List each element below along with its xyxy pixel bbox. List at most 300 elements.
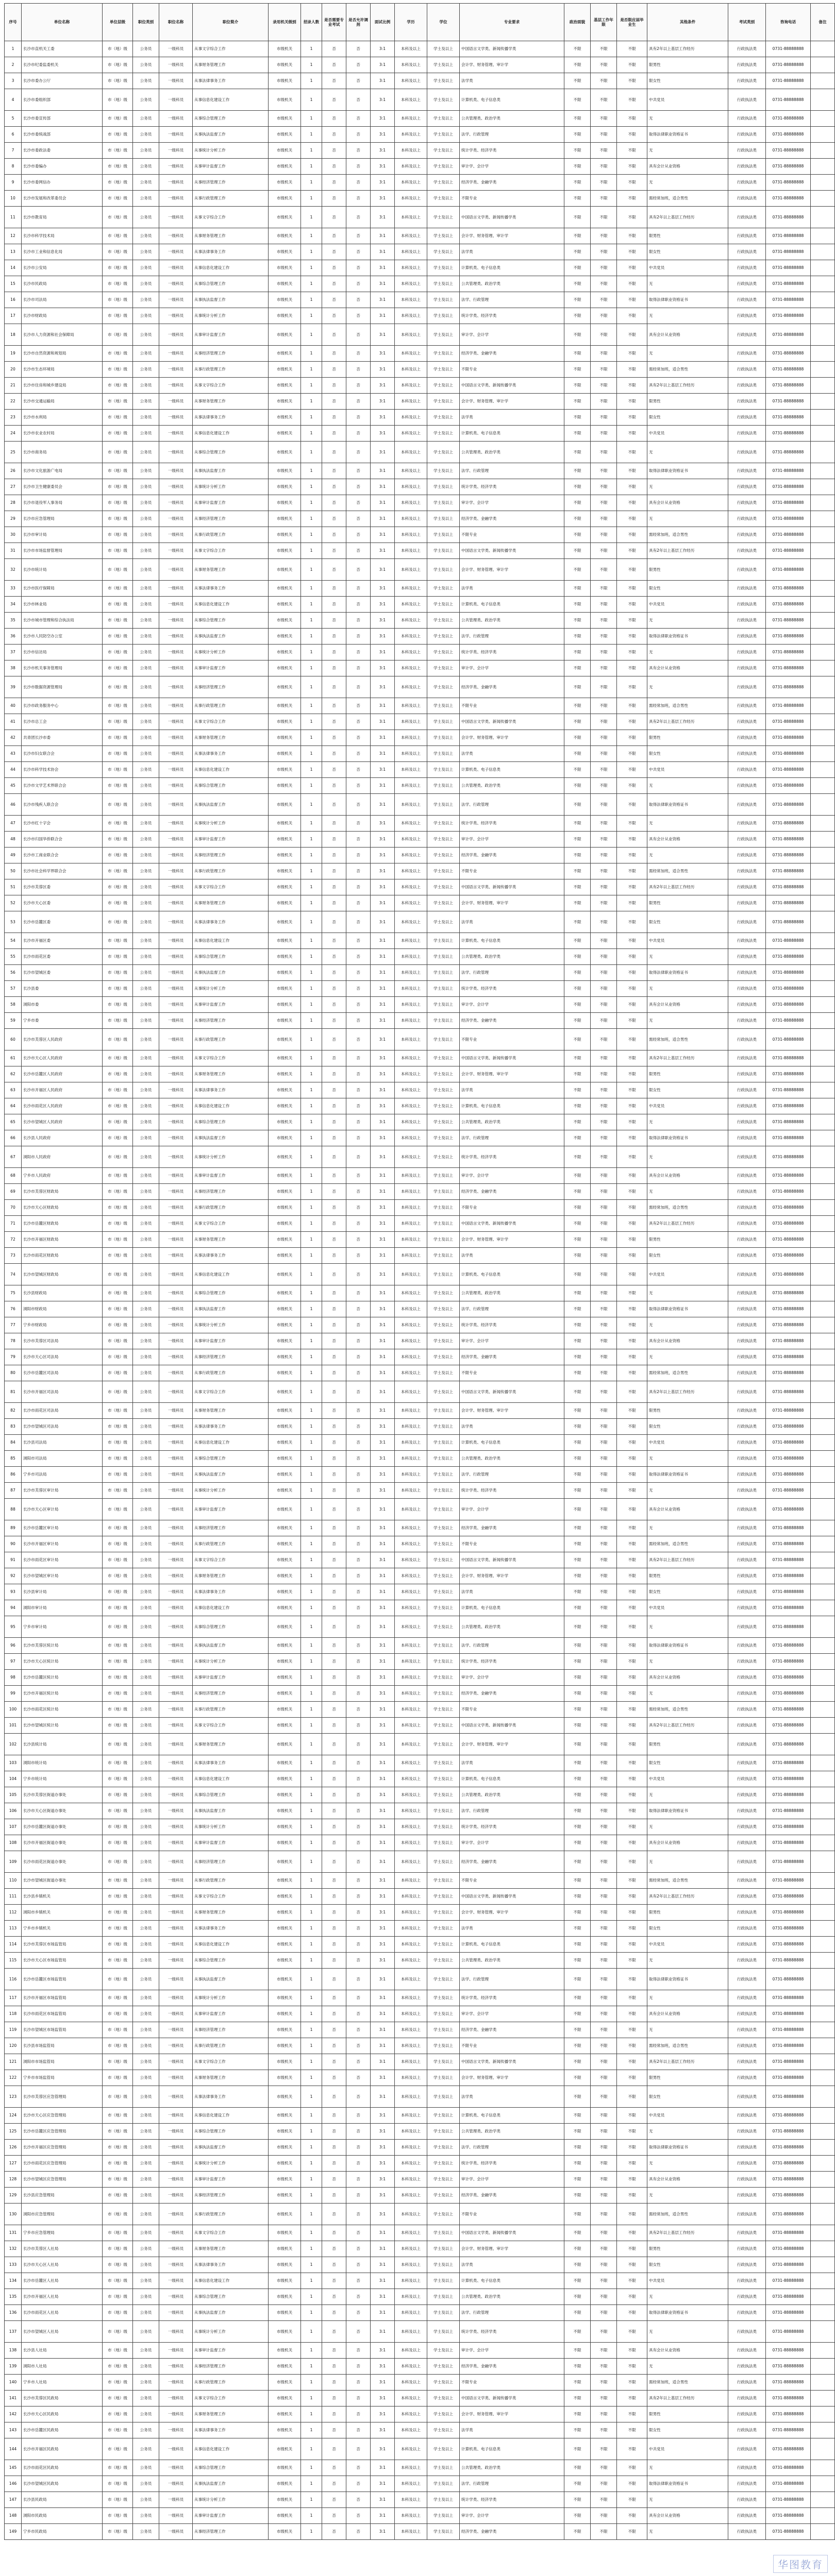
table-row [5,1098,835,1114]
table-cell: 不限 [564,1889,591,1905]
table-cell: 一级科员 [159,1889,193,1905]
table-cell: 23 [5,410,22,426]
table-cell: 否 [346,73,371,89]
table-cell: 0731-88888888 [766,1787,811,1803]
table-cell: 31 [5,543,22,559]
table-cell: 不限 [617,41,647,57]
table-cell: 否 [322,832,346,848]
table-cell: 3:1 [371,292,395,308]
table-cell: 公务员 [133,613,159,629]
table-cell: 否 [346,1686,371,1702]
table-cell: 无 [647,1317,728,1333]
table-cell: 105 [5,1787,22,1803]
table-cell: 从事经济管理工作 [193,2359,269,2375]
table-cell: 不限 [591,2241,617,2257]
table-cell: 0731-88888888 [766,1584,811,1600]
table-row [5,511,835,527]
header-cell: 政治面貌 [564,4,591,41]
table-cell: 学士及以上 [427,816,460,832]
table-cell: 中国语言文学类、新闻传播学类 [460,543,564,559]
table-cell: 行政执法类 [728,175,766,191]
table-cell: 经济学类、金融学类 [460,2359,564,2375]
table-cell: 审计学、会计学 [460,1670,564,1686]
table-cell: 学士及以上 [427,1066,460,1082]
table-cell: 不限 [617,1969,647,1990]
table-cell: 本科及以上 [395,1216,427,1232]
table-cell: 1 [301,41,322,57]
table-row [5,292,835,308]
table-cell: 市（地）级 [103,1499,133,1520]
table-cell: 1 [301,362,322,378]
table-cell: 不限专业 [460,863,564,879]
table-cell: 不限 [591,260,617,276]
table-cell [811,895,835,911]
table-cell: 本科及以上 [395,1333,427,1349]
table-cell: 从事行政管理工作 [193,191,269,207]
table-cell: 学士及以上 [427,527,460,543]
table-cell: 一级科员 [159,1168,193,1184]
table-cell: 否 [346,346,371,362]
table-cell: 否 [322,1349,346,1365]
table-cell: 从事文字综合工作 [193,1216,269,1232]
table-cell: 行政执法类 [728,832,766,848]
table-cell [811,879,835,895]
table-cell: 市（地）级 [103,1216,133,1232]
table-cell: 0731-88888888 [766,276,811,292]
table-cell: 本科及以上 [395,378,427,394]
table-cell [811,1921,835,1937]
table-cell: 不限 [617,911,647,933]
table-cell: 0731-88888888 [766,1568,811,1584]
table-cell: 行政执法类 [728,2038,766,2054]
table-row [5,2108,835,2124]
table-cell: 法学、行政管理 [460,2140,564,2156]
table-cell: 1 [301,2124,322,2140]
table-cell: 从事财务管理工作 [193,730,269,746]
table-cell: 市级机关 [269,1851,301,1873]
table-cell: 公务员 [133,933,159,949]
table-cell: 否 [346,1718,371,1734]
table-cell: 行政执法类 [728,1483,766,1499]
table-cell: 公务员 [133,848,159,863]
table-cell: 公共管理类、政治学类 [460,613,564,629]
table-cell: 0731-88888888 [766,2257,811,2273]
table-cell: 不限 [617,1098,647,1114]
table-cell: 不限 [564,1435,591,1451]
table-cell: 本科及以上 [395,581,427,597]
table-cell: 0731-88888888 [766,2188,811,2204]
header-row [5,4,835,41]
table-row [5,1568,835,1584]
table-cell: 本科及以上 [395,1403,427,1419]
table-cell: 否 [346,2038,371,2054]
table-cell: 市（地）级 [103,1654,133,1670]
table-cell: 行政执法类 [728,1301,766,1317]
table-row [5,276,835,292]
header-cell: 是否限应届毕业生 [617,4,647,41]
table-cell: 本科及以上 [395,89,427,111]
table-cell: 否 [322,1953,346,1969]
table-cell: 否 [346,2438,371,2460]
table-cell: 一级科员 [159,2406,193,2422]
table-cell: 学士及以上 [427,1483,460,1499]
table-cell: 限女性 [647,2086,728,2108]
table-cell: 市（地）级 [103,479,133,495]
table-cell: 市（地）级 [103,41,133,57]
table-cell: 长沙市公安局 [22,260,103,276]
table-cell: 行政执法类 [728,1184,766,1200]
table-cell: 市（地）级 [103,127,133,143]
table-cell: 具有会计从业资格 [647,495,728,511]
table-cell: 无 [647,1184,728,1200]
table-cell: 长沙县司法局 [22,1435,103,1451]
table-cell: 限男性 [647,228,728,244]
table-cell: 行政执法类 [728,1349,766,1365]
table-cell: 27 [5,479,22,495]
table-cell: 0731-88888888 [766,2156,811,2172]
table-cell: 市（地）级 [103,1536,133,1552]
table-cell: 本科及以上 [395,613,427,629]
table-cell: 浏阳市人民政府 [22,1146,103,1168]
table-cell: 一级科员 [159,1851,193,1873]
table-cell: 本科及以上 [395,2070,427,2086]
table-cell: 否 [346,1098,371,1114]
table-cell: 84 [5,1435,22,1451]
table-cell: 1 [301,2006,322,2022]
table-cell: 102 [5,1734,22,1755]
table-cell: 行政执法类 [728,1905,766,1921]
table-cell: 本科及以上 [395,1146,427,1168]
table-cell: 从事综合管理工作 [193,276,269,292]
table-cell: 学士及以上 [427,746,460,762]
table-cell: 行政执法类 [728,362,766,378]
table-cell: 公务员 [133,2022,159,2038]
table-cell: 市（地）级 [103,981,133,997]
table-cell: 本科及以上 [395,1082,427,1098]
table-cell: 公务员 [133,2188,159,2204]
table-cell: 长沙市芙蓉区统计局 [22,1638,103,1654]
table-cell: 否 [322,1317,346,1333]
table-cell: 市（地）级 [103,1787,133,1803]
table-cell: 长沙市科学技术局 [22,228,103,244]
table-cell: 3:1 [371,1905,395,1921]
table-cell: 不限 [591,2524,617,2540]
table-cell: 不限 [617,111,647,127]
table-cell: 经济学类、金融学类 [460,1349,564,1365]
table-cell: 法学类 [460,1248,564,1264]
table-cell: 从事财务管理工作 [193,1734,269,1755]
table-cell: 3:1 [371,676,395,698]
table-cell: 不限 [591,1670,617,1686]
table-cell: 91 [5,1552,22,1568]
table-cell: 从事执法监督工作 [193,629,269,645]
table-cell: 市（地）级 [103,191,133,207]
table-cell: 市（地）级 [103,2422,133,2438]
table-row [5,1851,835,1873]
table-cell: 市（地）级 [103,2225,133,2241]
table-cell: 学士及以上 [427,832,460,848]
table-cell: 长沙市芙蓉区审计局 [22,1483,103,1499]
table-cell: 一级科员 [159,730,193,746]
table-row [5,159,835,175]
table-cell: 无 [647,2524,728,2540]
table-cell: 市级机关 [269,2305,301,2321]
table-cell: 从事文字综合工作 [193,378,269,394]
table-cell: 市级机关 [269,1702,301,1718]
table-cell: 否 [346,495,371,511]
table-cell: 一级科员 [159,559,193,581]
table-cell: 3:1 [371,1013,395,1029]
table-cell: 112 [5,1905,22,1921]
table-cell: 3:1 [371,848,395,863]
table-cell: 不限 [564,1216,591,1232]
table-cell: 不限 [617,1301,647,1317]
table-cell: 不限 [564,848,591,863]
table-cell: 长沙市开福区民政局 [22,2438,103,2460]
table-cell: 否 [346,1835,371,1851]
table-cell: 否 [322,2343,346,2359]
table-cell: 公务员 [133,2524,159,2540]
table-cell: 0731-88888888 [766,1600,811,1616]
table-cell: 97 [5,1654,22,1670]
table-cell: 经济学类、金融学类 [460,1686,564,1702]
table-cell: 公务员 [133,1248,159,1264]
table-cell: 统计学类、经济学类 [460,1654,564,1670]
table-cell: 市级机关 [269,1301,301,1317]
table-cell: 一级科员 [159,1990,193,2006]
table-cell: 不限 [591,1520,617,1536]
table-cell: 不限 [564,1066,591,1082]
table-cell: 否 [322,1146,346,1168]
table-cell: 公务员 [133,1098,159,1114]
table-cell: 长沙县市场监管局 [22,2038,103,2054]
table-cell: 长沙市林业局 [22,597,103,613]
table-cell [811,2492,835,2508]
table-cell: 不限 [617,2006,647,2022]
table-cell: 1 [301,1616,322,1638]
table-cell: 限男性 [647,57,728,73]
table-cell: 取得法律职业资格证书 [647,794,728,816]
table-cell: 0731-88888888 [766,1552,811,1568]
table-cell: 行政执法类 [728,794,766,816]
table-cell: 本科及以上 [395,1584,427,1600]
table-cell: 否 [322,965,346,981]
table-cell: 不限 [591,1403,617,1419]
table-cell: 公共管理类、政治学类 [460,1285,564,1301]
table-cell: 一级科员 [159,2273,193,2289]
table-cell: 市级机关 [269,1718,301,1734]
table-cell: 从事执法监督工作 [193,1969,269,1990]
table-cell: 不限 [617,1050,647,1066]
table-cell: 不限 [617,244,647,260]
table-cell: 一级科员 [159,832,193,848]
table-cell: 一级科员 [159,1317,193,1333]
table-cell: 不限 [564,1381,591,1403]
table-cell: 市级机关 [269,191,301,207]
table-cell: 从事经济管理工作 [193,175,269,191]
table-cell: 具有2年以上基层工作经历 [647,378,728,394]
table-cell: 38 [5,660,22,676]
table-cell: 市（地）级 [103,1483,133,1499]
table-cell: 否 [346,698,371,714]
table-cell: 需经常加班，适合男性 [647,362,728,378]
table-cell: 从事法律事务工作 [193,911,269,933]
table-cell: 本科及以上 [395,1184,427,1200]
table-cell: 学士及以上 [427,863,460,879]
table-cell: 经济学类、金融学类 [460,511,564,527]
table-cell [811,2321,835,2343]
table-cell: 否 [346,426,371,442]
table-cell: 行政执法类 [728,2305,766,2321]
table-cell: 3:1 [371,1953,395,1969]
table-cell: 0731-88888888 [766,1365,811,1381]
table-cell: 否 [346,1616,371,1638]
table-cell: 学士及以上 [427,1435,460,1451]
table-cell: 不限 [591,1483,617,1499]
table-cell: 本科及以上 [395,2124,427,2140]
table-cell [811,613,835,629]
table-cell: 公务员 [133,2086,159,2108]
table-cell: 从事综合管理工作 [193,2460,269,2476]
table-cell: 公务员 [133,1905,159,1921]
table-cell: 1 [301,794,322,816]
table-cell: 公共管理类、政治学类 [460,2289,564,2305]
table-cell: 学士及以上 [427,1285,460,1301]
table-cell: 本科及以上 [395,2086,427,2108]
table-cell: 公务员 [133,143,159,159]
table-cell: 市（地）级 [103,324,133,346]
table-cell: 限女性 [647,73,728,89]
table-cell: 不限 [591,2438,617,2460]
table-cell: 不限 [617,2438,647,2460]
table-cell: 市（地）级 [103,57,133,73]
table-cell: 否 [322,1168,346,1184]
table-cell: 行政执法类 [728,1333,766,1349]
table-cell: 一级科员 [159,1568,193,1584]
table-cell: 否 [322,1889,346,1905]
table-cell: 不限 [617,746,647,762]
table-cell: 学士及以上 [427,2054,460,2070]
table-cell: 一级科员 [159,159,193,175]
table-cell: 3:1 [371,2476,395,2492]
table-cell: 否 [322,89,346,111]
table-cell: 审计学、会计学 [460,2343,564,2359]
table-cell: 长沙市总工会 [22,714,103,730]
table-cell: 一级科员 [159,1600,193,1616]
table-cell: 具有会计从业资格 [647,2172,728,2188]
table-cell: 不限 [617,2406,647,2422]
table-cell: 3:1 [371,1451,395,1467]
table-cell: 市级机关 [269,442,301,463]
table-cell [811,1248,835,1264]
table-cell: 从事综合管理工作 [193,1787,269,1803]
table-cell: 不限 [591,1787,617,1803]
table-row [5,2508,835,2524]
table-cell: 15 [5,276,22,292]
table-cell: 市（地）级 [103,1467,133,1483]
table-cell: 不限 [564,244,591,260]
table-cell: 学士及以上 [427,1082,460,1098]
table-cell: 本科及以上 [395,1232,427,1248]
table-cell: 一级科员 [159,2188,193,2204]
table-row [5,1301,835,1317]
table-cell: 公务员 [133,1050,159,1066]
table-cell: 从事行政管理工作 [193,863,269,879]
table-cell: 3:1 [371,2508,395,2524]
table-cell: 计算机类、电子信息类 [460,1264,564,1285]
table-cell: 市级机关 [269,1905,301,1921]
table-cell: 1 [301,949,322,965]
table-cell: 长沙市开福区审计局 [22,1536,103,1552]
table-row [5,660,835,676]
table-cell: 42 [5,730,22,746]
table-cell: 3:1 [371,1146,395,1168]
table-cell: 公务员 [133,1600,159,1616]
table-cell: 否 [346,2343,371,2359]
table-cell: 市级机关 [269,479,301,495]
table-cell: 不限 [564,2406,591,2422]
table-cell: 从事综合管理工作 [193,1451,269,1467]
table-cell: 1 [301,895,322,911]
table-cell: 市级机关 [269,378,301,394]
table-cell: 长沙市科学技术协会 [22,762,103,778]
table-cell: 本科及以上 [395,2422,427,2438]
table-cell: 长沙市雨花区民政局 [22,2460,103,2476]
table-cell: 0731-88888888 [766,191,811,207]
table-cell: 宁乡市民政局 [22,2524,103,2540]
table-cell: 不限 [617,1483,647,1499]
table-cell: 0731-88888888 [766,1419,811,1435]
table-cell: 3:1 [371,645,395,660]
table-cell: 需经常加班，适合男性 [647,2375,728,2391]
table-cell: 否 [322,346,346,362]
table-cell [811,2241,835,2257]
table-cell: 从事法律事务工作 [193,1248,269,1264]
table-cell: 无 [647,2321,728,2343]
table-row [5,895,835,911]
table-cell: 不限 [617,1264,647,1285]
table-cell: 无 [647,2156,728,2172]
table-cell [811,2172,835,2188]
table-cell: 1 [301,746,322,762]
header-cell: 学位 [427,4,460,41]
table-cell: 3:1 [371,260,395,276]
table-cell: 一级科员 [159,2343,193,2359]
table-cell: 本科及以上 [395,1552,427,1568]
table-cell: 行政执法类 [728,394,766,410]
table-cell: 公务员 [133,1130,159,1146]
table-cell: 经济学类、金融学类 [460,1013,564,1029]
table-cell: 市级机关 [269,629,301,645]
table-cell: 行政执法类 [728,597,766,613]
table-cell: 否 [346,127,371,143]
table-cell: 学士及以上 [427,1499,460,1520]
table-cell: 不限 [617,2391,647,2406]
table-cell: 3:1 [371,1803,395,1819]
table-cell: 公共管理类、政治学类 [460,2124,564,2140]
table-cell: 93 [5,1584,22,1600]
table-cell: 3:1 [371,1333,395,1349]
table-cell: 宁乡市乡镇机关 [22,1921,103,1937]
table-cell: 学士及以上 [427,1114,460,1130]
table-cell: 公务员 [133,1082,159,1098]
table-cell: 中共党员 [647,1264,728,1285]
table-cell: 不限专业 [460,1702,564,1718]
table-cell: 从事文字综合工作 [193,1552,269,1568]
table-cell: 从事综合管理工作 [193,1616,269,1638]
table-cell: 98 [5,1670,22,1686]
table-cell: 不限 [591,1264,617,1285]
